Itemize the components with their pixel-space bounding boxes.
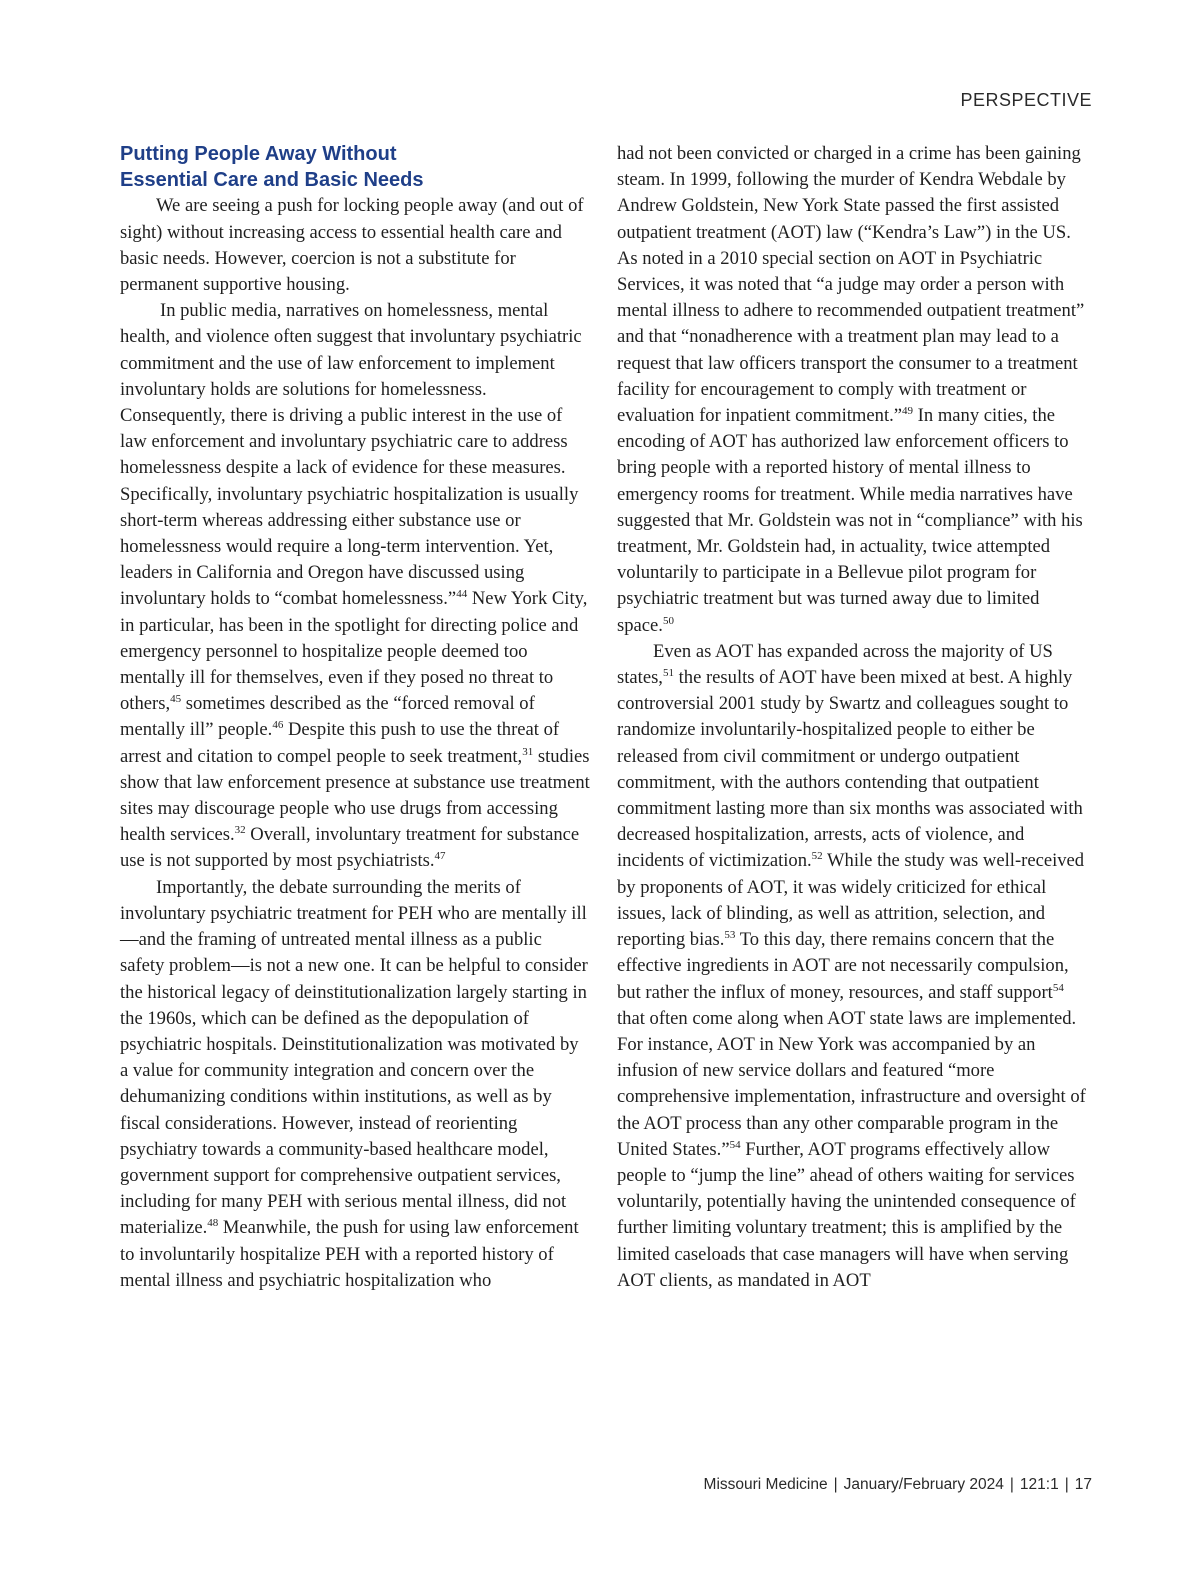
- section-label: PERSPECTIVE: [960, 90, 1092, 110]
- left-column: [120, 141, 590, 1294]
- journal-name: Missouri Medicine: [703, 1476, 828, 1493]
- ref-31: 31: [522, 745, 534, 758]
- left-paragraph-3: [120, 875, 590, 1294]
- section-heading-line-2: Essential Care and Basic Needs: [120, 169, 424, 192]
- footer-separator: |: [1064, 1476, 1069, 1493]
- right-paragraph-2: [617, 639, 1089, 1294]
- right-p1-text-a: had not been convicted or charged in a crime has been gaining steam. In 1999, following the murder of Kendra Webdale by Andrew Goldstein, New York State passed the first assisted outpatient treatment (AOT) law (“Kendra’s Law”) in the US. As noted in a 2010 special section on AOT in Psychiatric Services, it was noted that “a judge may order a person with mental illness to adhere to recommended outpatient treatment” and that “nonadherence with a treatment plan may lead to a request that law officers transport the consumer to a treatment facility for encouragement to comply with treatment or evaluation for inpatient commitment.”: [617, 143, 1085, 427]
- ref-54-a: 54: [1052, 981, 1064, 994]
- right-p2-text-d: To this day, there remains concern that the effective ingredients in AOT are not necessarily compulsion, but rather the influx of money, resources, and staff support: [617, 929, 1069, 1003]
- left-paragraph-2: [120, 298, 590, 874]
- section-heading: [120, 141, 590, 193]
- ref-53: 53: [724, 929, 736, 942]
- left-p3-text-b: Meanwhile, the push for using law enforcement to involuntarily hospitalize PEH with a reported history of mental illness and psychiatric hospitalization who: [120, 1217, 579, 1291]
- ref-32: 32: [234, 824, 246, 837]
- footer-separator: |: [1009, 1476, 1014, 1493]
- ref-49: 49: [902, 405, 914, 418]
- right-p2-text-f: Further, AOT programs effectively allow people to “jump the line” ahead of others waiting for services voluntarily, potentially having the unintended consequence of further limiting voluntary treatment; this is amplified by the limited caseloads that case managers will have when serving AOT clients, as mandated in AOT: [617, 1138, 1076, 1291]
- ref-48: 48: [207, 1217, 219, 1230]
- page-number: 17: [1074, 1476, 1092, 1493]
- left-p2-text-b: New York City, in particular, has been in the spotlight for directing police and emergency personnel to hospitalize people deemed too mentally ill for themselves, even if they posed no threat to others,: [120, 588, 588, 715]
- left-paragraph-1: We are seeing a push for locking people away (and out of sight) without increasing access to essential health care and basic needs. However, coercion is not a substitute for permanent supportive housing.: [120, 195, 584, 296]
- ref-44: 44: [456, 588, 468, 601]
- left-p2-text-e: studies show that law enforcement presence at substance use treatment sites may discourage people who use drugs from accessing health services.: [120, 745, 590, 846]
- right-paragraph-1: [617, 141, 1089, 639]
- footer-separator: |: [833, 1476, 838, 1493]
- ref-45: 45: [170, 693, 182, 706]
- left-p2-text-a: In public media, narratives on homelessness, mental health, and violence often suggest that involuntary psychiatric commitment and the use of law enforcement to implement involuntary holds are solutions for homelessness. Consequently, there is driving a public interest in the use of law enforcement and involuntary psychiatric care to address homelessness despite a lack of evidence for these measures. Specifically, involuntary psychiatric hospitalization is usually short-term whereas addressing either substance use or homelessness would require a long-term intervention. Yet, leaders in California and Oregon have discussed using involuntary holds to “combat homelessness.”: [120, 300, 582, 610]
- ref-54-b: 54: [729, 1138, 741, 1151]
- left-p2-text-c: sometimes described as the “forced removal of mentally ill” people.: [120, 693, 535, 741]
- left-p2-text-d: Despite this push to use the threat of arrest and citation to compel people to seek treatment,: [120, 719, 560, 767]
- right-column: [617, 141, 1089, 1294]
- ref-46: 46: [272, 719, 284, 732]
- left-p2-text-f: Overall, involuntary treatment for substance use is not supported by most psychiatrists.: [120, 824, 580, 872]
- ref-47: 47: [434, 850, 446, 863]
- ref-51: 51: [662, 667, 674, 680]
- section-heading-line-1: Putting People Away Without: [120, 143, 397, 165]
- right-p1-text-b: In many cities, the encoding of AOT has authorized law enforcement officers to bring people with a reported history of mental illness to emergency rooms for treatment. While media narratives have suggested that Mr. Goldstein was not in “compliance” with his treatment, Mr. Goldstein had, in actuality, twice attempted voluntarily to participate in a Bellevue pilot program for psychiatric treatment but was turned away due to limited space.: [617, 405, 1083, 636]
- left-p3-text-a: Importantly, the debate surrounding the merits of involuntary psychiatric treatment for PEH who are mentally ill—and the framing of untreated mental illness as a public safety problem—is not a new one. It can be helpful to consider the historical legacy of deinstitutionalization largely starting in the 1960s, which can be defined as the depopulation of psychiatric hospitals. Deinstitutionalization was motivated by a value for community integration and concern over the dehumanizing conditions within institutions, as well as by fiscal considerations. However, instead of reorienting psychiatry towards a community-based healthcare model, government support for comprehensive outpatient services, including for many PEH with serious mental illness, did not materialize.: [120, 876, 588, 1239]
- right-p2-text-c: While the study was well-received by proponents of AOT, it was widely criticized for ethical issues, lack of blinding, as well as attrition, selection, and reporting bias.: [617, 850, 1085, 951]
- ref-50: 50: [662, 614, 674, 627]
- page-footer: [704, 1476, 1092, 1494]
- right-p2-text-e: that often come along when AOT state laws are implemented. For instance, AOT in New York was accompanied by an infusion of new service dollars and featured “more comprehensive implementation, infrastructure and oversight of the AOT process than any other comparable program in the United States.”: [617, 1007, 1086, 1160]
- right-p2-text-b: the results of AOT have been mixed at best. A highly controversial 2001 study by Swartz and colleagues sought to randomize involuntarily-hospitalized people to either be released from civil commitment or undergo outpatient commitment, with the authors contending that outpatient commitment lasting more than six months was associated with decreased hospitalization, arrests, acts of violence, and incidents of victimization.: [617, 667, 1083, 872]
- issue-date: January/February 2024: [843, 1476, 1004, 1493]
- right-p2-text-a: Even as AOT has expanded across the majority of US states,: [617, 640, 1053, 689]
- volume-issue: 121:1: [1019, 1476, 1059, 1493]
- ref-52: 52: [811, 850, 823, 863]
